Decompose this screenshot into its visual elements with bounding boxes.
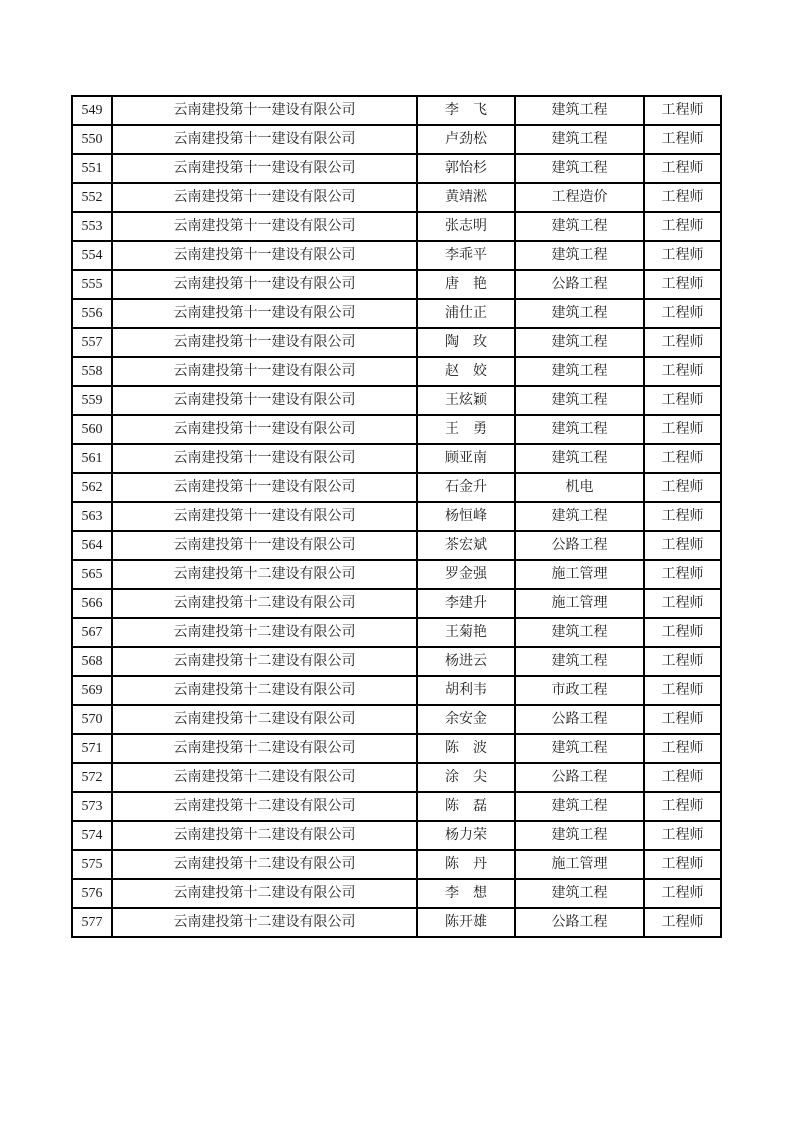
job-title-cell: 工程师 [644,241,721,270]
specialty-cell: 施工管理 [515,589,644,618]
serial-number-cell: 555 [72,270,112,299]
company-name-cell: 云南建投第十二建设有限公司 [112,908,417,937]
table-row [72,270,721,299]
serial-number-cell: 574 [72,821,112,850]
person-name-cell: 陈 磊 [417,792,515,821]
company-name-cell: 云南建投第十一建设有限公司 [112,299,417,328]
job-title-cell: 工程师 [644,908,721,937]
serial-number-cell: 575 [72,850,112,879]
specialty-cell: 市政工程 [515,676,644,705]
job-title-cell: 工程师 [644,444,721,473]
serial-number-cell: 562 [72,473,112,502]
person-name-cell: 杨力荣 [417,821,515,850]
company-name-cell: 云南建投第十一建设有限公司 [112,328,417,357]
company-name-cell: 云南建投第十一建设有限公司 [112,357,417,386]
person-name-cell: 李 飞 [417,96,515,125]
person-name-cell: 李乖平 [417,241,515,270]
job-title-cell: 工程师 [644,328,721,357]
serial-number-cell: 572 [72,763,112,792]
specialty-cell: 建筑工程 [515,212,644,241]
company-name-cell: 云南建投第十一建设有限公司 [112,473,417,502]
company-name-cell: 云南建投第十一建设有限公司 [112,386,417,415]
company-name-cell: 云南建投第十二建设有限公司 [112,792,417,821]
table-row [72,560,721,589]
specialty-cell: 机电 [515,473,644,502]
person-name-cell: 胡利韦 [417,676,515,705]
table-row [72,473,721,502]
specialty-cell: 建筑工程 [515,241,644,270]
serial-number-cell: 567 [72,618,112,647]
company-name-cell: 云南建投第十一建设有限公司 [112,270,417,299]
specialty-cell: 建筑工程 [515,502,644,531]
specialty-cell: 施工管理 [515,560,644,589]
person-name-cell: 罗金强 [417,560,515,589]
company-name-cell: 云南建投第十二建设有限公司 [112,647,417,676]
company-name-cell: 云南建投第十二建设有限公司 [112,879,417,908]
specialty-cell: 公路工程 [515,705,644,734]
company-name-cell: 云南建投第十一建设有限公司 [112,96,417,125]
person-name-cell: 王炫颖 [417,386,515,415]
job-title-cell: 工程师 [644,212,721,241]
table-row [72,357,721,386]
specialty-cell: 公路工程 [515,763,644,792]
job-title-cell: 工程师 [644,792,721,821]
person-name-cell: 陈 波 [417,734,515,763]
serial-number-cell: 559 [72,386,112,415]
table-row [72,328,721,357]
serial-number-cell: 554 [72,241,112,270]
specialty-cell: 建筑工程 [515,618,644,647]
serial-number-cell: 561 [72,444,112,473]
table-row [72,154,721,183]
job-title-cell: 工程师 [644,589,721,618]
serial-number-cell: 564 [72,531,112,560]
company-name-cell: 云南建投第十一建设有限公司 [112,154,417,183]
company-name-cell: 云南建投第十一建设有限公司 [112,444,417,473]
serial-number-cell: 551 [72,154,112,183]
person-name-cell: 王菊艳 [417,618,515,647]
person-name-cell: 顾亚南 [417,444,515,473]
job-title-cell: 工程师 [644,850,721,879]
serial-number-cell: 553 [72,212,112,241]
job-title-cell: 工程师 [644,560,721,589]
company-name-cell: 云南建投第十二建设有限公司 [112,618,417,647]
serial-number-cell: 569 [72,676,112,705]
person-name-cell: 杨进云 [417,647,515,676]
specialty-cell: 公路工程 [515,531,644,560]
table-row [72,299,721,328]
company-name-cell: 云南建投第十二建设有限公司 [112,850,417,879]
table-row [72,386,721,415]
job-title-cell: 工程师 [644,96,721,125]
job-title-cell: 工程师 [644,502,721,531]
person-name-cell: 黄靖淞 [417,183,515,212]
personnel-table [71,95,722,938]
serial-number-cell: 560 [72,415,112,444]
person-name-cell: 石金升 [417,473,515,502]
job-title-cell: 工程师 [644,299,721,328]
serial-number-cell: 549 [72,96,112,125]
table-row [72,792,721,821]
table-row [72,821,721,850]
table-row [72,705,721,734]
serial-number-cell: 558 [72,357,112,386]
company-name-cell: 云南建投第十一建设有限公司 [112,415,417,444]
company-name-cell: 云南建投第十二建设有限公司 [112,821,417,850]
job-title-cell: 工程师 [644,618,721,647]
serial-number-cell: 563 [72,502,112,531]
table-row [72,763,721,792]
person-name-cell: 陈 丹 [417,850,515,879]
job-title-cell: 工程师 [644,357,721,386]
job-title-cell: 工程师 [644,125,721,154]
table-row [72,734,721,763]
serial-number-cell: 577 [72,908,112,937]
specialty-cell: 建筑工程 [515,444,644,473]
specialty-cell: 建筑工程 [515,879,644,908]
serial-number-cell: 570 [72,705,112,734]
job-title-cell: 工程师 [644,473,721,502]
serial-number-cell: 552 [72,183,112,212]
personnel-table-body [72,96,721,937]
job-title-cell: 工程师 [644,647,721,676]
specialty-cell: 建筑工程 [515,154,644,183]
serial-number-cell: 576 [72,879,112,908]
company-name-cell: 云南建投第十一建设有限公司 [112,125,417,154]
job-title-cell: 工程师 [644,270,721,299]
table-row [72,125,721,154]
specialty-cell: 公路工程 [515,270,644,299]
specialty-cell: 建筑工程 [515,647,644,676]
person-name-cell: 李建升 [417,589,515,618]
person-name-cell: 唐 艳 [417,270,515,299]
person-name-cell: 王 勇 [417,415,515,444]
table-row [72,183,721,212]
table-row [72,241,721,270]
company-name-cell: 云南建投第十二建设有限公司 [112,589,417,618]
company-name-cell: 云南建投第十一建设有限公司 [112,212,417,241]
person-name-cell: 卢劲松 [417,125,515,154]
table-row [72,502,721,531]
person-name-cell: 陈开雄 [417,908,515,937]
person-name-cell: 余安金 [417,705,515,734]
specialty-cell: 建筑工程 [515,415,644,444]
specialty-cell: 建筑工程 [515,734,644,763]
person-name-cell: 郭怡杉 [417,154,515,183]
table-row [72,647,721,676]
table-row [72,531,721,560]
job-title-cell: 工程师 [644,763,721,792]
table-row [72,444,721,473]
person-name-cell: 茶宏斌 [417,531,515,560]
job-title-cell: 工程师 [644,676,721,705]
specialty-cell: 建筑工程 [515,821,644,850]
specialty-cell: 建筑工程 [515,386,644,415]
specialty-cell: 建筑工程 [515,357,644,386]
company-name-cell: 云南建投第十一建设有限公司 [112,241,417,270]
job-title-cell: 工程师 [644,734,721,763]
person-name-cell: 浦仕正 [417,299,515,328]
person-name-cell: 赵 姣 [417,357,515,386]
serial-number-cell: 550 [72,125,112,154]
serial-number-cell: 557 [72,328,112,357]
table-row [72,415,721,444]
person-name-cell: 涂 尖 [417,763,515,792]
job-title-cell: 工程师 [644,386,721,415]
table-row [72,908,721,937]
serial-number-cell: 571 [72,734,112,763]
specialty-cell: 建筑工程 [515,792,644,821]
specialty-cell: 建筑工程 [515,125,644,154]
serial-number-cell: 566 [72,589,112,618]
job-title-cell: 工程师 [644,821,721,850]
specialty-cell: 施工管理 [515,850,644,879]
job-title-cell: 工程师 [644,154,721,183]
table-row [72,618,721,647]
job-title-cell: 工程师 [644,879,721,908]
specialty-cell: 公路工程 [515,908,644,937]
specialty-cell: 建筑工程 [515,96,644,125]
job-title-cell: 工程师 [644,705,721,734]
table-row [72,879,721,908]
table-row [72,589,721,618]
serial-number-cell: 565 [72,560,112,589]
serial-number-cell: 556 [72,299,112,328]
company-name-cell: 云南建投第十一建设有限公司 [112,183,417,212]
serial-number-cell: 573 [72,792,112,821]
specialty-cell: 建筑工程 [515,299,644,328]
company-name-cell: 云南建投第十一建设有限公司 [112,502,417,531]
company-name-cell: 云南建投第十二建设有限公司 [112,560,417,589]
company-name-cell: 云南建投第十二建设有限公司 [112,763,417,792]
table-row [72,96,721,125]
table-row [72,212,721,241]
specialty-cell: 工程造价 [515,183,644,212]
table-row [72,676,721,705]
serial-number-cell: 568 [72,647,112,676]
job-title-cell: 工程师 [644,531,721,560]
person-name-cell: 张志明 [417,212,515,241]
job-title-cell: 工程师 [644,183,721,212]
person-name-cell: 杨恒峰 [417,502,515,531]
job-title-cell: 工程师 [644,415,721,444]
company-name-cell: 云南建投第十一建设有限公司 [112,531,417,560]
person-name-cell: 陶 玫 [417,328,515,357]
company-name-cell: 云南建投第十二建设有限公司 [112,705,417,734]
specialty-cell: 建筑工程 [515,328,644,357]
table-row [72,850,721,879]
person-name-cell: 李 想 [417,879,515,908]
company-name-cell: 云南建投第十二建设有限公司 [112,676,417,705]
company-name-cell: 云南建投第十二建设有限公司 [112,734,417,763]
